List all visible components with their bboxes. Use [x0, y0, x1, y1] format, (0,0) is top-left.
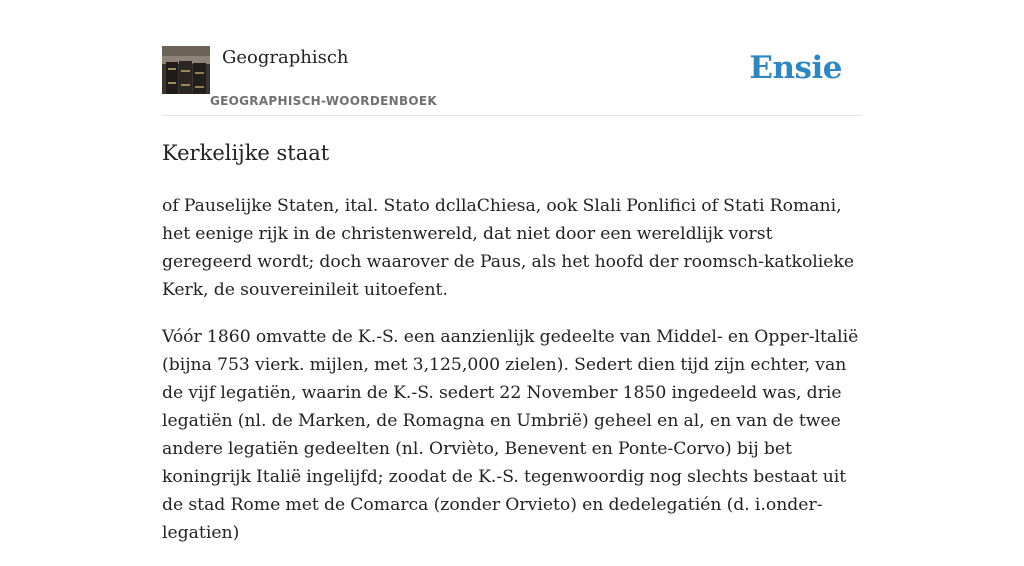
book-spines-icon: [162, 46, 210, 94]
article-body: [162, 192, 862, 566]
source-name[interactable]: Geographisch: [222, 47, 349, 68]
header-divider: [162, 115, 862, 116]
article-paragraph: Vóór 1860 omvatte de K.-S. een aanzienlijk gedeelte van Middel- en Opper-ltalië (bijna 753 vierk. mijlen, met 3,125,000 zielen). Sedert dien tijd zijn echter, van de vijf legatiën, waarin de K.-S. sedert 22 November 1850 ingedeeld was, drie legatiën (nl. de Marken, de Romagna en Umbrië) geheel en al, en van de twee andere legatiën gedeelten (nl. Orviètо, Benevent en Ponte-Corvo) bij bet koningrijk Italië ingelijfd; zoodat de K.-S. tegenwoordig nog slechts bestaat uit de stad Rome met de Comarca (zonder Orvieto) en dedelegatién (d. i.onder-legatien): [162, 327, 859, 543]
article-paragraph: of Pauselijke Staten, ital. Stato dcllaChiesa, ook Slali Ponlifici of Stati Romani, het eenige rijk in de christenwereld, dat niet door een wereldlijk vorst geregeerd wordt; doch waarover de Paus, als het hoofd der roomsch-katkolieke Kerk, de souvereinileit uitoefent.: [162, 196, 855, 300]
ensie-logo[interactable]: Ensie: [749, 50, 842, 86]
source-slug[interactable]: GEOGRAPHISCH-WOORDENBOEK: [210, 94, 437, 108]
source-header: [162, 46, 862, 116]
page-title: Kerkelijke staat: [162, 141, 330, 165]
source-avatar[interactable]: [162, 46, 210, 94]
